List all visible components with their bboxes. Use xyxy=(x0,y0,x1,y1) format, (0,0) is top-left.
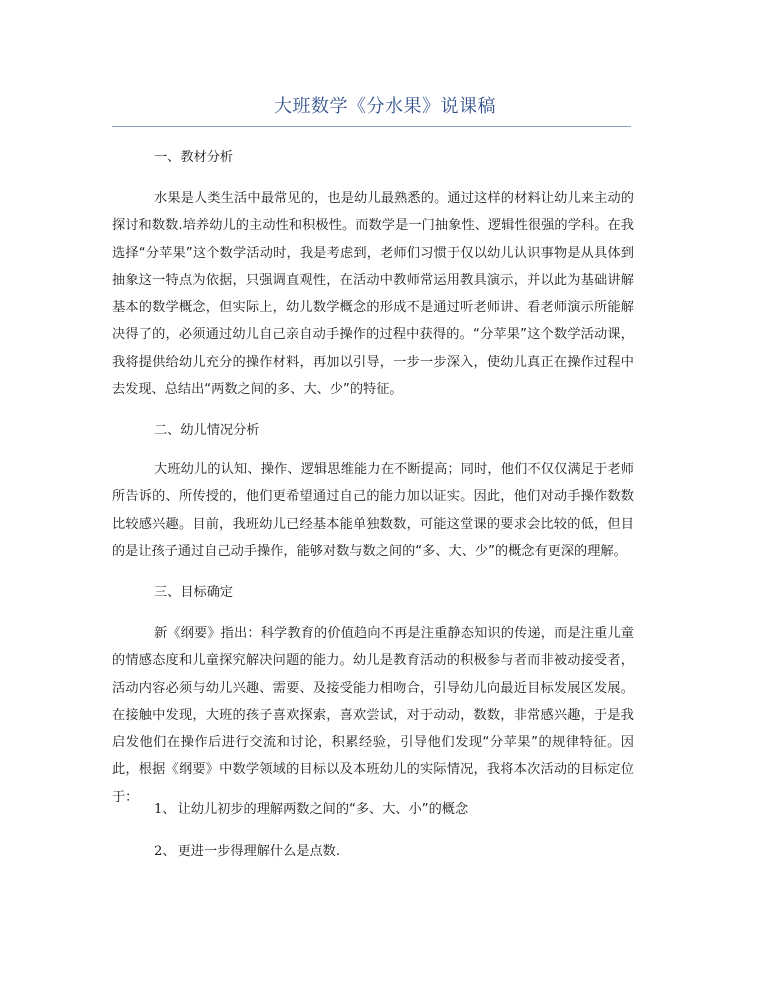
goal-item-2 xyxy=(154,842,340,862)
section-2-paragraph: 大班幼儿的认知、操作、逻辑思维能力在不断提高；同时，他们不仅仅满足于老师所告诉的、所传授的，他们更希望通过自己的能力加以证实。因此，他们对动手操作数数比较感兴趣。目前，我班幼儿已经基本能单独数数，可能这堂课的要求会比较的低，但目的是让孩子通过自己动手操作，能够对数与数之间的“多、大、少”的概念有更深的理解。 xyxy=(112,462,634,559)
goal-item-1 xyxy=(154,800,468,820)
page-title: 大班数学《分水果》说课稿 xyxy=(274,96,496,117)
section-1-paragraph: 水果是人类生活中最常见的，也是幼儿最熟悉的。通过这样的材料让幼儿来主动的探讨和数数.培养幼儿的主动性和积极性。而数学是一门抽象性、逻辑性很强的学科。在我选择“分苹果”这个数学活动时，我是考虑到，老师们习惯于仅以幼儿认识事物是从具体到抽象这一特点为依据，只强调直观性，在活动中教师常运用教具演示，并以此为基础讲解基本的数学概念，但实际上，幼儿数学概念的形成不是通过听老师讲、看老师演示所能解决得了的，必须通过幼儿自己亲自动手操作的过程中获得的。“分苹果”这个数学活动课，我将提供给幼儿充分的操作材料，再加以引导，一步一步深入，使幼儿真正在操作过程中去发现、总结出“两数之间的多、大、少”的特征。 xyxy=(112,191,634,398)
goal-text: 更进一步得理解什么是点数. xyxy=(177,844,341,859)
goal-number: 1、 xyxy=(154,802,176,817)
section-heading-3: 三、目标确定 xyxy=(154,585,234,600)
goal-text: 让幼儿初步的理解两数之间的“多、大、小”的概念 xyxy=(177,802,469,817)
section-3-paragraph: 新《纲要》指出：科学教育的价值趋向不再是注重静态知识的传递，而是注重儿童的情感态度和儿童探究解决问题的能力。幼儿是教育活动的积极参与者而非被动接受者，活动内容必须与幼儿兴趣、需要、及接受能力相吻合，引导幼儿向最近目标发展区发展。在接触中发现，大班的孩子喜欢探索，喜欢尝试，对于动动，数数，非常感兴趣，于是我启发他们在操作后进行交流和讨论，积累经验，引导他们发现“分苹果”的规律特征。因此，根据《纲要》中数学领域的目标以及本班幼儿的实际情况，我将本次活动的目标定位于： xyxy=(112,626,634,805)
goal-number: 2、 xyxy=(154,844,176,859)
title-underline xyxy=(112,126,631,127)
section-heading-1: 一、教材分析 xyxy=(154,150,234,165)
section-heading-2: 二、幼儿情况分析 xyxy=(154,423,260,438)
